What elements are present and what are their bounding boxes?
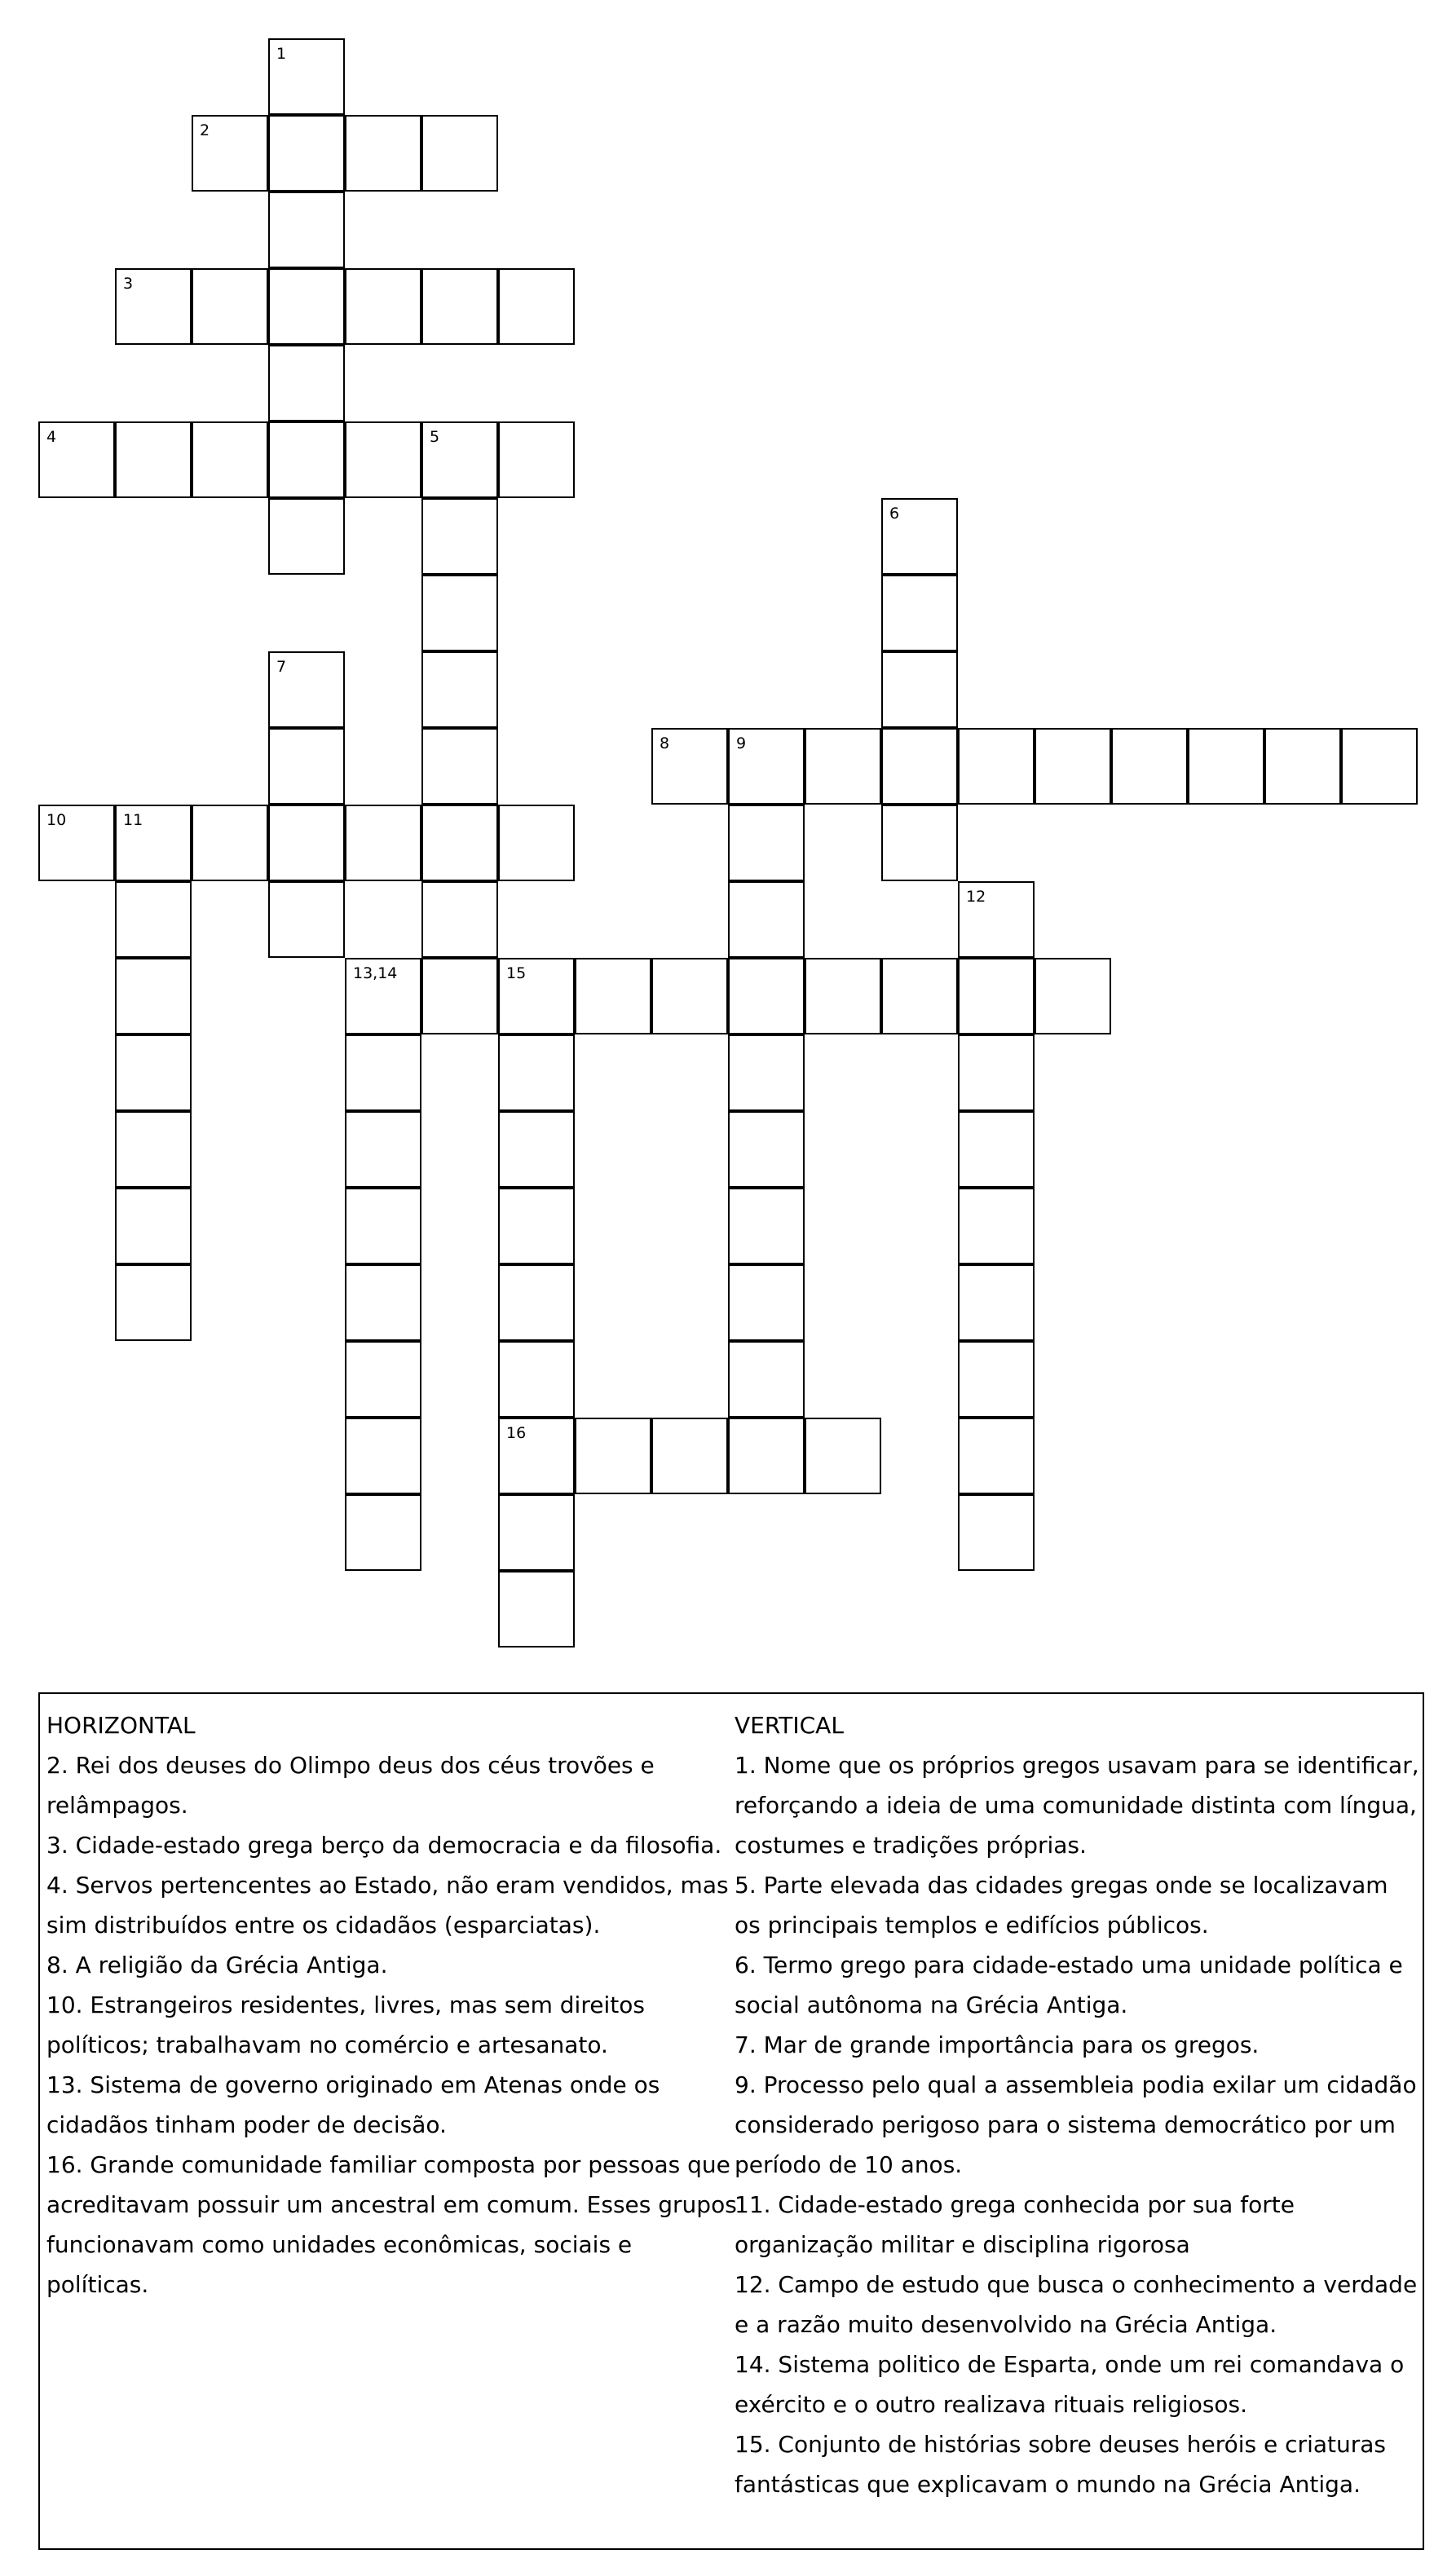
grid-cell[interactable]: [958, 958, 1035, 1034]
clue-v-12: 12. Campo de estudo que busca o conhecimento a verdade e a razão muito desenvolvido na Grécia Antiga.: [735, 2271, 1418, 2338]
grid-cell[interactable]: [1341, 728, 1418, 805]
grid-cell[interactable]: [958, 1418, 1035, 1494]
clue-h-10: 10. Estrangeiros residentes, livres, mas sem direitos políticos; trabalhavam no comércio e artesanato.: [46, 1992, 645, 2058]
grid-cell[interactable]: [728, 1034, 805, 1111]
grid-cell[interactable]: [651, 728, 728, 805]
grid-cell[interactable]: [345, 1418, 421, 1494]
clue-number: 7: [276, 658, 287, 676]
grid-cell[interactable]: [421, 958, 498, 1034]
grid-cell[interactable]: [345, 1264, 421, 1341]
grid-cell[interactable]: [421, 728, 498, 805]
clue-h-16: 16. Grande comunidade familiar composta por pessoas que acreditavam possuir um ancestral em comum. Esses grupos funcionavam como unidades econômicas, sociais e políticas.: [46, 2151, 737, 2298]
grid-cell[interactable]: [115, 1188, 192, 1264]
grid-cell[interactable]: [958, 881, 1035, 958]
grid-cell[interactable]: [1111, 728, 1188, 805]
grid-cell[interactable]: [345, 1341, 421, 1418]
grid-cell[interactable]: [881, 498, 958, 575]
clue-h-13: 13. Sistema de governo originado em Atenas onde os cidadãos tinham poder de decisão.: [46, 2071, 660, 2138]
grid-cell[interactable]: [575, 958, 651, 1034]
clue-h-8: 8. A religião da Grécia Antiga.: [46, 1952, 388, 1978]
grid-cell[interactable]: [958, 728, 1035, 805]
grid-cell[interactable]: [192, 115, 268, 192]
clue-number: 3: [123, 275, 134, 293]
clue-h-4: 4. Servos pertencentes ao Estado, não eram vendidos, mas sim distribuídos entre os cidadãos (esparciatas).: [46, 1872, 729, 1939]
grid-cell[interactable]: [115, 268, 192, 345]
grid-cell[interactable]: [268, 345, 345, 421]
grid-cell[interactable]: [1188, 728, 1264, 805]
clue-v-5: 5. Parte elevada das cidades gregas onde se localizavam os principais templos e edifícios públicos.: [735, 1872, 1388, 1939]
clue-number: 13,14: [353, 964, 398, 982]
grid-cell[interactable]: [651, 1418, 728, 1494]
horizontal-heading: HORIZONTAL: [46, 1712, 196, 1739]
grid-cell[interactable]: [1264, 728, 1341, 805]
grid-cell[interactable]: [345, 268, 421, 345]
grid-cell[interactable]: [115, 1111, 192, 1188]
grid-cell[interactable]: [115, 805, 192, 881]
grid-cell[interactable]: [498, 1111, 575, 1188]
grid-cell[interactable]: [728, 1264, 805, 1341]
grid-cell[interactable]: [421, 805, 498, 881]
grid-cell[interactable]: [498, 268, 575, 345]
grid-cell[interactable]: [498, 1418, 575, 1494]
grid-cell[interactable]: [345, 958, 421, 1034]
grid-cell[interactable]: [268, 805, 345, 881]
grid-cell[interactable]: [345, 421, 421, 498]
grid-cell[interactable]: [421, 268, 498, 345]
grid-cell[interactable]: [728, 1188, 805, 1264]
grid-cell[interactable]: [728, 1418, 805, 1494]
grid-cell[interactable]: [498, 1341, 575, 1418]
grid-cell[interactable]: [958, 1264, 1035, 1341]
grid-cell[interactable]: [958, 1494, 1035, 1571]
grid-cell[interactable]: [268, 498, 345, 575]
grid-cell[interactable]: [345, 805, 421, 881]
grid-cell[interactable]: [268, 268, 345, 345]
clue-h-2: 2. Rei dos deuses do Olimpo deus dos céus trovões e relâmpagos.: [46, 1752, 655, 1819]
grid-cell[interactable]: [268, 881, 345, 958]
grid-cell[interactable]: [268, 38, 345, 115]
grid-cell[interactable]: [421, 651, 498, 728]
grid-cell[interactable]: [498, 421, 575, 498]
clue-number: 2: [200, 121, 210, 139]
grid-cell[interactable]: [192, 268, 268, 345]
clue-number: 10: [46, 811, 67, 829]
clue-number: 8: [660, 734, 670, 752]
clues-box: [38, 1692, 1424, 2550]
vertical-clues: [735, 1705, 1419, 2504]
grid-cell[interactable]: [345, 1034, 421, 1111]
grid-cell[interactable]: [345, 115, 421, 192]
grid-cell[interactable]: [881, 805, 958, 881]
grid-cell[interactable]: [958, 1188, 1035, 1264]
grid-cell[interactable]: [38, 805, 115, 881]
clue-number: 16: [506, 1424, 527, 1442]
clue-v-14: 14. Sistema politico de Esparta, onde um rei comandava o exército e o outro realizava rituais religiosos.: [735, 2351, 1405, 2418]
clue-number: 6: [889, 505, 900, 523]
grid-cell[interactable]: [498, 1494, 575, 1571]
grid-cell[interactable]: [115, 1034, 192, 1111]
grid-cell[interactable]: [268, 728, 345, 805]
grid-cell[interactable]: [268, 421, 345, 498]
grid-cell[interactable]: [498, 805, 575, 881]
grid-cell[interactable]: [345, 1494, 421, 1571]
grid-cell[interactable]: [958, 1341, 1035, 1418]
grid-cell[interactable]: [345, 1111, 421, 1188]
grid-cell[interactable]: [805, 728, 881, 805]
grid-cell[interactable]: [881, 651, 958, 728]
clue-number: 15: [506, 964, 527, 982]
grid-cell[interactable]: [268, 651, 345, 728]
clue-v-1: 1. Nome que os próprios gregos usavam para se identificar, reforçando a ideia de uma comunidade distinta com língua, costumes e tradições próprias.: [735, 1752, 1419, 1859]
clue-number: 12: [966, 888, 986, 906]
grid-cell[interactable]: [498, 958, 575, 1034]
grid-cell[interactable]: [192, 421, 268, 498]
clue-number: 5: [430, 428, 440, 446]
grid-cell[interactable]: [421, 115, 498, 192]
grid-cell[interactable]: [805, 1418, 881, 1494]
grid-cell[interactable]: [421, 881, 498, 958]
grid-cell[interactable]: [345, 1188, 421, 1264]
grid-cell[interactable]: [38, 421, 115, 498]
grid-cell[interactable]: [651, 958, 728, 1034]
clue-number: 9: [736, 734, 747, 752]
clue-v-11: 11. Cidade-estado grega conhecida por sua forte organização militar e disciplina rigorosa: [735, 2191, 1295, 2258]
grid-cell[interactable]: [268, 192, 345, 268]
clue-v-9: 9. Processo pelo qual a assembleia podia exilar um cidadão considerado perigoso para o sistema democrático por um período de 10 anos.: [735, 2071, 1417, 2178]
grid-cell[interactable]: [728, 1111, 805, 1188]
clue-v-6: 6. Termo grego para cidade-estado uma unidade política e social autônoma na Grécia Antiga.: [735, 1952, 1403, 2018]
grid-cell[interactable]: [728, 805, 805, 881]
clue-number: 11: [123, 811, 143, 829]
clue-number: 1: [276, 45, 287, 63]
grid-cell[interactable]: [268, 115, 345, 192]
grid-cell[interactable]: [498, 1034, 575, 1111]
grid-cell[interactable]: [728, 958, 805, 1034]
grid-cell[interactable]: [728, 881, 805, 958]
grid-cell[interactable]: [958, 1034, 1035, 1111]
grid-cell[interactable]: [881, 728, 958, 805]
grid-cell[interactable]: [498, 1571, 575, 1647]
grid-cell[interactable]: [805, 958, 881, 1034]
grid-cell[interactable]: [115, 421, 192, 498]
grid-cell[interactable]: [421, 498, 498, 575]
grid-cell[interactable]: [728, 728, 805, 805]
grid-cell[interactable]: [115, 1264, 192, 1341]
grid-cell[interactable]: [115, 958, 192, 1034]
vertical-heading: VERTICAL: [735, 1712, 844, 1739]
grid-cell[interactable]: [881, 958, 958, 1034]
grid-cell[interactable]: [958, 1111, 1035, 1188]
grid-cell[interactable]: [1035, 958, 1111, 1034]
grid-cell[interactable]: [1035, 728, 1111, 805]
grid-cell[interactable]: [421, 421, 498, 498]
grid-cell[interactable]: [575, 1418, 651, 1494]
grid-cell[interactable]: [498, 1188, 575, 1264]
clue-h-3: 3. Cidade-estado grega berço da democracia e da filosofia.: [46, 1832, 722, 1859]
clue-v-15: 15. Conjunto de histórias sobre deuses heróis e criaturas fantásticas que explicavam o mundo na Grécia Antiga.: [735, 2431, 1386, 2498]
clue-number: 4: [46, 428, 57, 446]
grid-cell[interactable]: [728, 1341, 805, 1418]
grid-cell[interactable]: [115, 881, 192, 958]
grid-cell[interactable]: [881, 575, 958, 651]
clue-v-7: 7. Mar de grande importância para os gregos.: [735, 2031, 1260, 2058]
grid-cell[interactable]: [498, 1264, 575, 1341]
grid-cell[interactable]: [192, 805, 268, 881]
horizontal-clues: [46, 1705, 739, 2305]
grid-cell[interactable]: [421, 575, 498, 651]
